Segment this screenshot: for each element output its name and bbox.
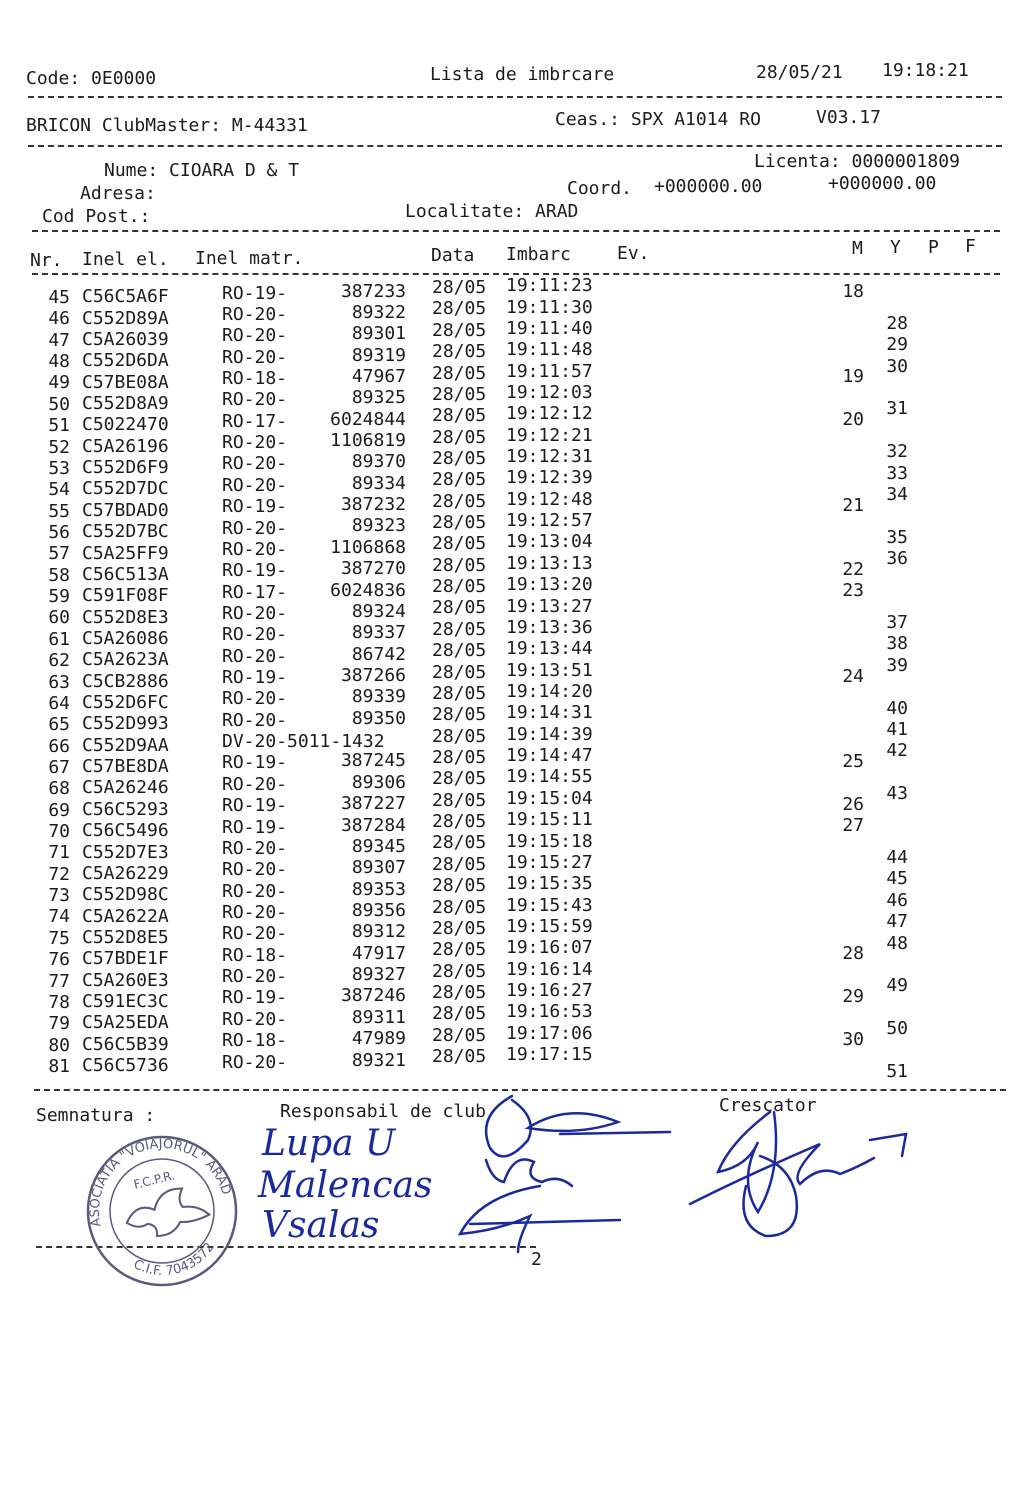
electronic-ring: C591EC3C [82, 991, 169, 1013]
row-number: 53 [48, 457, 70, 479]
col-imbarc: Imbarc [506, 244, 572, 265]
col-nr: Nr. [30, 250, 63, 271]
ring-number: 387245 [340, 750, 406, 772]
arrival-date: 28/05 [432, 533, 487, 555]
ring-number: 89312 [351, 921, 406, 943]
y-position-value: 35 [886, 526, 908, 548]
name-label: Nume: CIOARA D & T [104, 160, 300, 181]
electronic-ring: C56C513A [82, 563, 169, 585]
electronic-ring: C552D8E3 [82, 606, 169, 628]
ring-prefix: RO-17- [222, 410, 288, 432]
row-number: 60 [48, 607, 70, 629]
arrival-date: 28/05 [432, 981, 487, 1003]
ring-number: 89319 [351, 344, 406, 366]
electronic-ring: C5A25FF9 [82, 542, 169, 564]
y-position-value: 36 [886, 548, 908, 569]
row-number: 78 [48, 991, 70, 1013]
arrival-date: 28/05 [432, 960, 487, 982]
arrival-time: 19:11:48 [506, 339, 593, 361]
signature-breeder [690, 1112, 906, 1236]
ring-prefix: RO-20- [222, 389, 288, 411]
y-position-value: 30 [886, 355, 908, 377]
electronic-ring: C56C5293 [82, 798, 169, 820]
row-number: 64 [48, 692, 70, 714]
handwritten-name: Lupa U [262, 1123, 396, 1164]
y-position-value: 40 [886, 697, 908, 719]
m-position-value: 21 [842, 494, 864, 516]
row-number: 57 [48, 543, 70, 565]
ring-prefix: RO-20- [222, 773, 288, 795]
arrival-date: 28/05 [432, 319, 487, 341]
arrival-time: 19:14:31 [506, 702, 593, 724]
electronic-ring: C552D7DC [82, 478, 169, 500]
ring-prefix: RO-20- [222, 837, 288, 859]
ring-prefix: RO-19- [222, 987, 288, 1009]
ring-number: 89350 [351, 707, 406, 729]
ring-prefix: RO-19- [222, 816, 288, 838]
electronic-ring: C5A26086 [82, 627, 169, 649]
coord-lat: +000000.00 [654, 176, 763, 197]
electronic-ring: C5A2623A [82, 649, 169, 671]
club-responsible-label: Responsabil de club [280, 1101, 486, 1122]
arrival-date: 28/05 [432, 490, 487, 512]
ring-prefix: RO-20- [222, 880, 288, 902]
arrival-date: 28/05 [432, 405, 487, 427]
row-number: 77 [48, 970, 70, 992]
document-title: Lista de imbrcare [430, 64, 615, 85]
ring-prefix: RO-20- [222, 1051, 288, 1073]
arrival-time: 19:13:04 [506, 531, 593, 553]
arrival-time: 19:15:11 [506, 809, 593, 831]
row-number: 65 [48, 714, 70, 736]
arrival-date: 28/05 [432, 426, 487, 448]
row-number: 48 [48, 351, 70, 373]
ring-prefix: RO-20- [222, 624, 288, 646]
arrival-time: 19:12:48 [506, 488, 593, 510]
m-position-value: 30 [842, 1028, 864, 1050]
m-position-value: 29 [842, 985, 864, 1007]
arrival-date: 28/05 [432, 1003, 487, 1025]
ring-number: 89307 [351, 857, 406, 879]
y-position-value: 46 [886, 889, 908, 911]
ring-number: 89356 [351, 899, 406, 921]
arrival-date: 28/05 [432, 725, 487, 747]
electronic-ring: C591F08F [82, 585, 169, 607]
handwritten-name: Malencas [258, 1165, 433, 1206]
col-ev: Ev. [617, 243, 650, 264]
arrival-time: 19:13:51 [506, 659, 593, 681]
report-time: 19:18:21 [882, 60, 969, 81]
arrival-time: 19:12:39 [506, 467, 593, 489]
ring-number: 387266 [340, 665, 406, 686]
ring-prefix: RO-19- [222, 496, 288, 518]
electronic-ring: C552D6F9 [82, 457, 169, 479]
electronic-ring: C56C5736 [82, 1055, 169, 1077]
postal-code-label: Cod Post.: [42, 206, 151, 227]
arrival-time: 19:16:27 [506, 980, 593, 1002]
arrival-date: 28/05 [432, 853, 487, 875]
y-position-value: 33 [886, 462, 908, 484]
ring-number: 387246 [340, 985, 406, 1007]
y-position-value: 34 [886, 483, 908, 505]
ring-prefix: RO-18- [222, 944, 288, 966]
arrival-date: 28/05 [432, 512, 487, 534]
electronic-ring: C57BE8DA [82, 756, 169, 778]
y-position-value: 49 [886, 975, 908, 997]
ring-prefix: RO-20- [222, 517, 288, 539]
ring-number: 89327 [351, 964, 406, 986]
arrival-date: 28/05 [432, 362, 487, 384]
ring-prefix: RO-20- [222, 538, 288, 560]
arrival-time: 19:14:20 [506, 681, 593, 703]
row-number: 50 [48, 393, 70, 415]
arrival-time: 19:11:23 [506, 275, 593, 297]
row-number: 63 [48, 671, 70, 693]
row-number: 75 [48, 927, 70, 949]
ring-prefix: RO-20- [222, 902, 288, 923]
electronic-ring: C552D89A [82, 307, 169, 329]
signature-responsible [460, 1096, 670, 1252]
ring-prefix: RO-18- [222, 367, 288, 389]
version-label: V03.17 [816, 107, 882, 128]
ring-number: 89325 [351, 387, 406, 409]
arrival-date: 28/05 [432, 298, 487, 320]
ring-prefix: RO-20- [222, 923, 288, 945]
ring-prefix: RO-20- [222, 602, 288, 624]
ring-prefix: DV-20-5011-1432 [222, 731, 385, 753]
col-p: P [928, 237, 939, 258]
ring-number: 89339 [351, 686, 406, 708]
arrival-date: 28/05 [432, 640, 487, 662]
ring-prefix: RO-20- [222, 645, 288, 667]
arrival-time: 19:12:21 [506, 424, 593, 446]
ring-prefix: RO-20- [222, 688, 288, 710]
m-position-value: 28 [842, 943, 864, 965]
arrival-time: 19:15:43 [506, 894, 593, 916]
row-number: 81 [48, 1056, 70, 1077]
arrival-time: 19:12:57 [506, 510, 593, 532]
arrival-time: 19:17:15 [506, 1044, 593, 1066]
electronic-ring: C56C5496 [82, 820, 169, 842]
arrival-time: 19:13:36 [506, 616, 593, 638]
electronic-ring: C552D993 [82, 713, 169, 735]
arrival-time: 19:16:53 [506, 1001, 593, 1023]
ring-prefix: RO-20- [222, 1008, 288, 1030]
electronic-ring: C552D7BC [82, 521, 169, 543]
arrival-date: 28/05 [432, 896, 487, 918]
y-position-value: 45 [886, 868, 908, 890]
arrival-date: 28/05 [432, 597, 487, 619]
arrival-time: 19:13:20 [506, 574, 593, 596]
arrival-time: 19:12:12 [506, 403, 593, 425]
electronic-ring: C5A26039 [82, 328, 169, 350]
row-number: 55 [48, 500, 70, 522]
arrival-date: 28/05 [432, 1046, 487, 1068]
row-number: 74 [48, 906, 70, 928]
ring-number: 89322 [351, 301, 406, 323]
ring-prefix: RO-18- [222, 1030, 288, 1052]
row-number: 72 [48, 863, 70, 885]
ring-prefix: RO-17- [222, 581, 288, 603]
electronic-ring: C57BE08A [82, 371, 169, 393]
arrival-time: 19:13:44 [506, 638, 593, 660]
page-number: 2 [531, 1249, 542, 1270]
ring-number: 387284 [340, 814, 406, 836]
coord-lon: +000000.00 [828, 173, 937, 194]
electronic-ring: C56C5A6F [82, 286, 169, 308]
ring-number: 89337 [351, 622, 406, 644]
col-f: F [965, 236, 976, 257]
y-position-value: 44 [886, 847, 908, 869]
y-position-value: 28 [886, 313, 908, 335]
m-position-value: 23 [842, 580, 864, 602]
arrival-date: 28/05 [432, 811, 487, 833]
arrival-time: 19:11:40 [506, 317, 593, 339]
m-position-value: 25 [842, 750, 864, 772]
row-number: 54 [48, 479, 70, 501]
arrival-date: 28/05 [432, 383, 487, 405]
row-number: 49 [48, 372, 70, 394]
col-data: Data [431, 245, 475, 266]
arrival-time: 19:15:18 [506, 830, 593, 852]
ring-number: 89311 [351, 1006, 406, 1028]
arrival-time: 19:15:04 [506, 787, 593, 809]
arrival-time: 19:14:47 [506, 745, 593, 767]
handwritten-name: Vsalas [262, 1205, 380, 1246]
ring-number: 89370 [351, 451, 406, 473]
m-position-value: 27 [842, 815, 864, 837]
arrival-time: 19:12:03 [506, 381, 593, 403]
ring-prefix: RO-19- [222, 795, 288, 817]
y-position-value: 39 [886, 654, 908, 676]
arrival-date: 28/05 [432, 447, 487, 469]
electronic-ring: C5022470 [82, 414, 169, 436]
electronic-ring: C5CB2886 [82, 670, 169, 692]
address-label: Adresa: [80, 183, 156, 204]
row-number: 71 [48, 842, 70, 864]
electronic-ring: C5A260E3 [82, 969, 169, 991]
ring-number: 387270 [340, 558, 406, 580]
arrival-time: 19:11:30 [506, 296, 593, 318]
ring-number: 387227 [340, 793, 406, 815]
arrival-date: 28/05 [432, 832, 487, 854]
arrival-date: 28/05 [432, 875, 487, 897]
ring-number: 89345 [351, 835, 406, 857]
m-position-value: 20 [842, 409, 864, 431]
row-number: 69 [48, 799, 70, 821]
arrival-date: 28/05 [432, 704, 487, 726]
arrival-date: 28/05 [432, 576, 487, 598]
y-position-value: 50 [886, 1017, 908, 1039]
ring-prefix: RO-20- [222, 432, 288, 454]
electronic-ring: C552D8E5 [82, 927, 169, 948]
electronic-ring: C56C5B39 [82, 1033, 169, 1055]
y-position-value: 32 [886, 441, 908, 463]
y-position-value: 48 [886, 932, 908, 954]
arrival-date: 28/05 [432, 469, 487, 491]
ring-number: 89324 [351, 600, 406, 622]
ring-prefix: RO-20- [222, 346, 288, 368]
electronic-ring: C5A25EDA [82, 1012, 169, 1034]
clock-label: Ceas.: SPX A1014 RO [555, 109, 761, 130]
row-number: 66 [48, 735, 70, 757]
row-number: 46 [48, 308, 70, 330]
ring-prefix: RO-20- [222, 325, 288, 347]
club-stamp [72, 1121, 252, 1301]
club-label: BRICON ClubMaster: M-44331 [26, 115, 308, 136]
m-position-value: 18 [842, 281, 864, 302]
m-position-value: 26 [842, 793, 864, 815]
row-number: 51 [48, 415, 70, 437]
ring-number: 6024836 [330, 579, 406, 601]
electronic-ring: C552D9AA [82, 734, 169, 756]
ring-prefix: RO-20- [222, 303, 288, 325]
ring-number: 6024844 [330, 408, 406, 430]
arrival-time: 19:16:07 [506, 937, 593, 959]
electronic-ring: C5A2622A [82, 905, 169, 927]
signature-label: Semnatura : [36, 1105, 156, 1126]
row-number: 80 [48, 1034, 70, 1056]
row-number: 52 [48, 436, 70, 458]
ring-number: 89353 [351, 878, 406, 900]
arrival-time: 19:14:55 [506, 766, 593, 788]
ring-number: 89321 [351, 1049, 406, 1071]
locality-label: Localitate: ARAD [405, 201, 579, 222]
ring-number: 47917 [351, 942, 406, 964]
row-number: 62 [48, 650, 70, 672]
col-inel-matr: Inel matr. [195, 248, 304, 269]
m-position-value: 22 [842, 558, 864, 580]
arrival-time: 19:12:31 [506, 446, 593, 468]
arrival-time: 19:17:06 [506, 1022, 593, 1044]
ring-number: 47989 [351, 1028, 406, 1050]
arrival-date: 28/05 [432, 341, 487, 363]
arrival-date: 28/05 [432, 554, 487, 576]
ring-number: 89334 [351, 472, 406, 494]
electronic-ring: C552D6FC [82, 692, 169, 714]
ring-number: 89301 [351, 323, 406, 345]
coord-label: Coord. [567, 178, 633, 199]
y-position-value: 41 [886, 718, 908, 740]
ring-prefix: RO-19- [222, 752, 288, 774]
row-number: 68 [48, 778, 70, 800]
ring-prefix: RO-19- [222, 560, 288, 582]
electronic-ring: C552D98C [82, 884, 169, 906]
row-number: 58 [48, 564, 70, 586]
row-number: 73 [48, 885, 70, 907]
license-label: Licenta: 0000001809 [754, 151, 960, 172]
report-date: 28/05/21 [756, 62, 843, 83]
arrival-date: 28/05 [432, 789, 487, 811]
y-position-value: 42 [886, 740, 908, 762]
electronic-ring: C57BDE1F [82, 948, 169, 970]
arrival-time: 19:15:59 [506, 915, 593, 937]
ring-number: 89323 [351, 515, 406, 537]
breeder-label: Crescator [719, 1095, 817, 1116]
arrival-date: 28/05 [432, 747, 487, 769]
row-number: 67 [48, 756, 70, 778]
row-number: 61 [48, 628, 70, 650]
arrival-time: 19:13:27 [506, 595, 593, 617]
y-position-value: 29 [886, 334, 908, 356]
electronic-ring: C5A26196 [82, 435, 169, 457]
ring-prefix: RO-20- [222, 709, 288, 731]
arrival-date: 28/05 [432, 277, 487, 299]
ring-number: 1106868 [330, 536, 406, 558]
ring-prefix: RO-20- [222, 453, 288, 475]
ring-prefix: RO-19- [222, 282, 288, 304]
electronic-ring: C552D6DA [82, 350, 169, 372]
row-number: 47 [48, 329, 70, 351]
electronic-ring: C552D8A9 [82, 392, 169, 414]
ring-number: 86742 [351, 643, 406, 665]
y-position-value: 51 [886, 1060, 908, 1082]
svg-text:F.C.P.R.: F.C.P.R. [132, 1168, 177, 1192]
arrival-date: 28/05 [432, 618, 487, 640]
ring-prefix: RO-20- [222, 859, 288, 881]
row-number: 79 [48, 1013, 70, 1035]
row-number: 56 [48, 521, 70, 543]
m-position-value: 19 [842, 366, 864, 388]
col-y: Y [890, 237, 901, 258]
ring-number: 1106819 [330, 430, 406, 452]
y-position-value: 37 [886, 612, 908, 634]
ring-number: 387232 [340, 494, 406, 516]
row-number: 70 [48, 821, 70, 843]
row-number: 76 [48, 949, 70, 971]
row-number: 59 [48, 586, 70, 608]
arrival-time: 19:16:14 [506, 958, 593, 980]
y-position-value: 47 [886, 911, 908, 933]
col-m: M [852, 238, 863, 259]
arrival-time: 19:13:13 [506, 552, 593, 574]
y-position-value: 43 [886, 782, 908, 804]
electronic-ring: C57BDAD0 [82, 499, 169, 521]
ring-number: 89306 [351, 771, 406, 793]
code-label: Code: 0E0000 [26, 68, 157, 89]
arrival-time: 19:11:57 [506, 360, 593, 382]
ring-prefix: RO-20- [222, 474, 288, 496]
col-inel-el: Inel el. [82, 249, 169, 270]
arrival-date: 28/05 [432, 768, 487, 790]
arrival-time: 19:15:27 [506, 851, 593, 873]
svg-text:C.I.F. 7043572: C.I.F. 7043572 [130, 1240, 218, 1279]
m-position-value: 24 [842, 665, 864, 687]
y-position-value: 31 [886, 398, 908, 420]
arrival-time: 19:14:39 [506, 723, 593, 745]
arrival-date: 28/05 [432, 661, 487, 683]
arrival-date: 28/05 [432, 682, 487, 704]
arrival-date: 28/05 [432, 939, 487, 961]
row-number: 45 [48, 287, 70, 308]
arrival-time: 19:15:35 [506, 873, 593, 895]
electronic-ring: C5A26229 [82, 862, 169, 884]
ring-prefix: RO-19- [222, 667, 288, 689]
electronic-ring: C552D7E3 [82, 841, 169, 863]
svg-text:ASOCIATIA "VOIAJORUL" ARAD: ASOCIATIA "VOIAJORUL" ARAD [87, 1136, 234, 1228]
electronic-ring: C5A26246 [82, 777, 169, 799]
y-position-value: 38 [886, 633, 908, 655]
ring-prefix: RO-20- [222, 966, 288, 988]
ring-number: 387233 [340, 280, 406, 302]
ring-number: 47967 [351, 365, 406, 387]
arrival-date: 28/05 [432, 1024, 487, 1046]
arrival-date: 28/05 [432, 917, 487, 939]
